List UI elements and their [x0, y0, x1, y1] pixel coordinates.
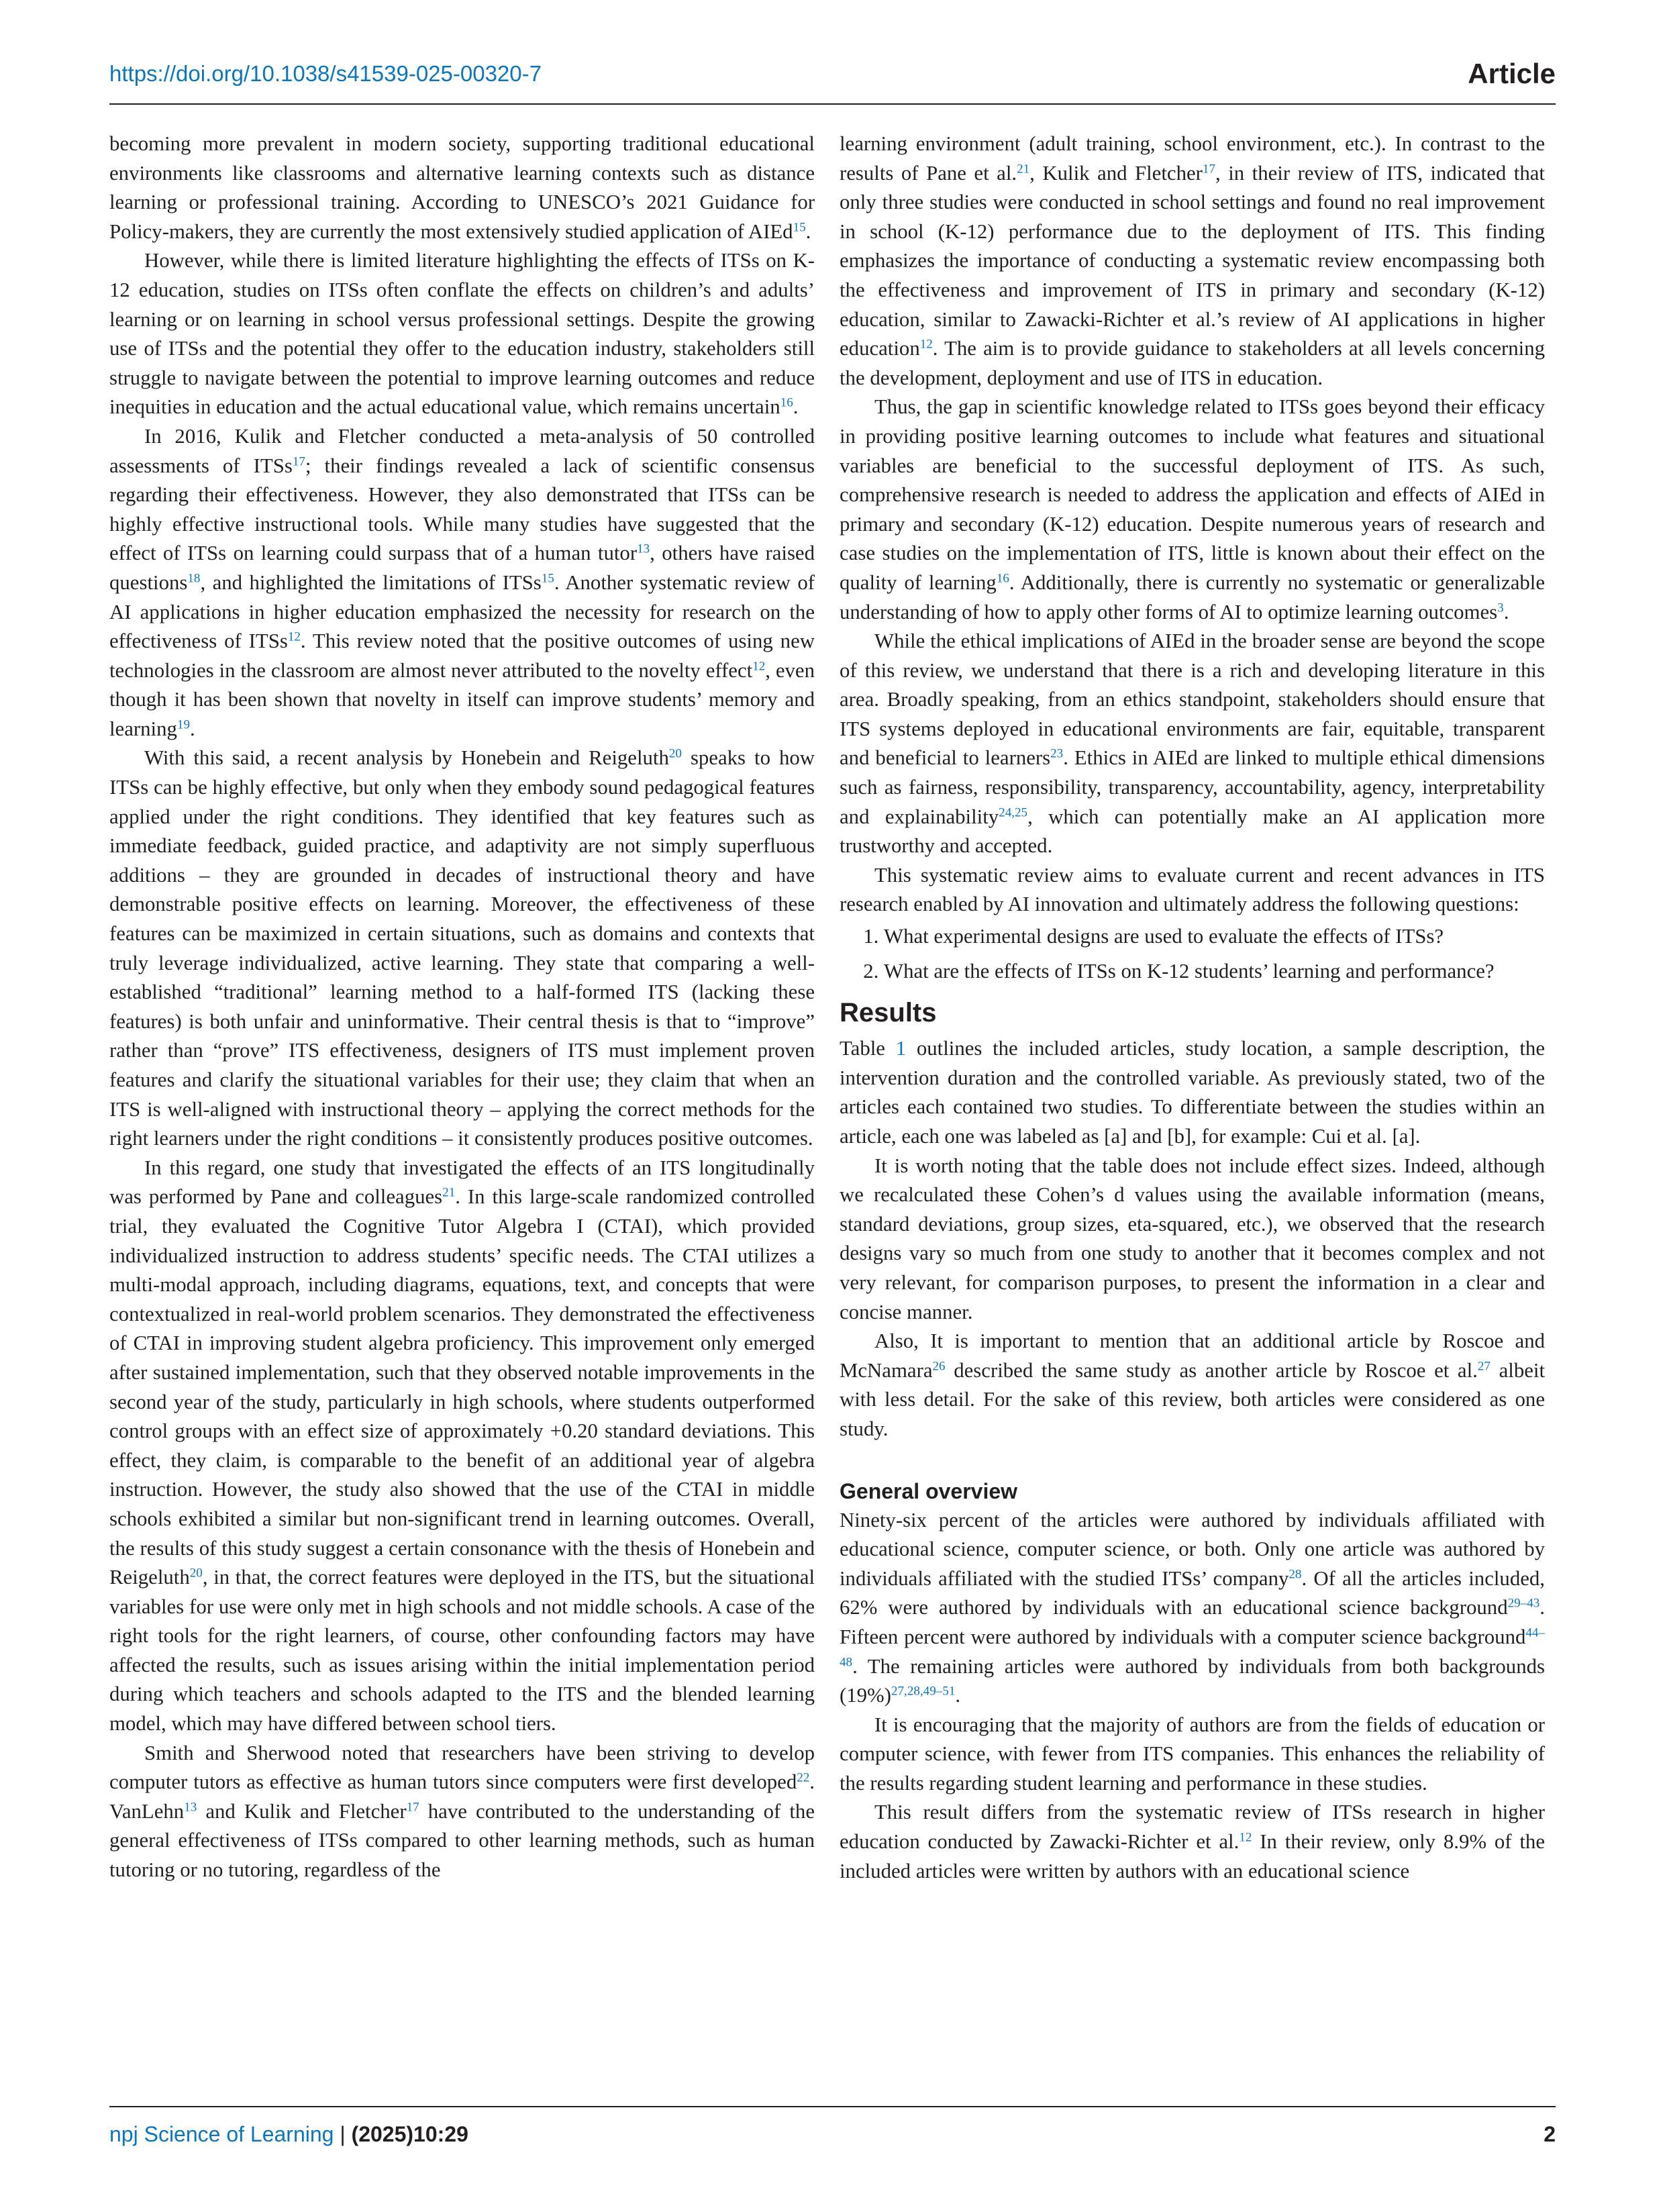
section-heading: Results: [840, 998, 937, 1028]
citation-link[interactable]: 26: [932, 1359, 946, 1374]
paragraph: Smith and Sherwood noted that researchers have been striving to develop computer tutors as effective as human tutors since computers were first developed$^{22}$. VanLehn$^{13}$ and Kulik and Fletcher$^{17}$ have contributed to the understanding of the general effectiveness of ITSs compared to other learning methods, such as human tutoring or no tutoring, regardless of the: [109, 1741, 815, 1882]
paragraph: With this said, a recent analysis by Honebein and Reigeluth$^{20}$ speaks to how ITSs can be highly effective, but only when they embody sound pedagogical features applied under the right conditions. They identified that key features such as immediate feedback, guided practice, and adaptivity are not simply superfluous additions – they are grounded in decades of instructional theory and have demonstrable positive effects on learning. Moreover, the effectiveness of these features can be maximized in certain situations, such as domains and contexts that truly leverage individualized, active learning. They state that comparing a well-established “traditional” learning method to a half-formed ITS (lacking these features) is both unfair and uninformative. Their central thesis is that to “improve” rather than “prove” ITS effectiveness, designers of ITS must implement proven features and clarify the situational variables for their use; they claim that when an ITS is well-aligned with instructional theory – applying the correct methods for the right learners under the right conditions – it consistently produces positive outcomes.: [109, 746, 815, 1150]
citation-link[interactable]: 12: [1239, 1830, 1252, 1845]
page-number: 2: [1544, 2122, 1556, 2146]
paragraph: However, while there is limited literature highlighting the effects of ITSs on K-12 education, studies on ITSs often conflate the effects on children’s and adults’ learning or on learning in school versus professional settings. Despite the growing use of ITSs and the potential they offer to the education industry, stakeholders still struggle to navigate between the potential to improve learning outcomes and reduce inequities in education and the actual educational value, which remains uncertain$^{16}$.: [109, 249, 815, 419]
paragraph: It is worth noting that the table does not include effect sizes. Indeed, although we recalculated these Cohen’s d values using the available information (means, standard deviations, group sizes, eta-squared, etc.), we observed that the research designs vary so much from one study to another that it becomes complex and not very relevant, for comparison purposes, to present the information in a clear and concise manner.: [840, 1154, 1545, 1323]
citation-link[interactable]: 28: [1289, 1567, 1302, 1582]
citation-link[interactable]: 21: [1017, 162, 1030, 177]
citation-link[interactable]: 19: [176, 717, 190, 732]
paragraph: This systematic review aims to evaluate current and recent advances in ITS research enabled by AI innovation and ultimately address the following questions:: [840, 863, 1545, 916]
paragraph: learning environment (adult training, school environment, etc.). In contrast to the results of Pane et al.$^{21}$, Kulik and Fletcher$^{17}$, in their review of ITS, indicated that only three studies were conducted in school settings and found no real improvement in school (K-12) performance due to the deployment of ITS. This finding emphasizes the importance of conducting a systematic review encompassing both the effectiveness and improvement of ITS in primary and secondary (K-12) education, similar to Zawacki-Richter et al.’s review of AI applications in higher education$^{12}$. The aim is to provide guidance to stakeholders at all levels concerning the development, deployment and use of ITS in education.: [840, 132, 1545, 389]
left-column: [109, 130, 815, 1885]
citation-link[interactable]: 12: [919, 337, 933, 352]
citation-link[interactable]: 20: [189, 1566, 203, 1580]
paragraph: It is encouraging that the majority of authors are from the fields of education or computer science, with fewer from ITS companies. This enhances the reliability of the results regarding student learning and performance in these studies.: [840, 1713, 1545, 1795]
citation-link[interactable]: 17: [292, 454, 305, 469]
table-link[interactable]: 1: [895, 1037, 907, 1060]
citation-link[interactable]: 44–48: [840, 1625, 1545, 1669]
paragraph: While the ethical implications of AIEd in the broader sense are beyond the scope of this review, we understand that there is a rich and developing literature in this area. Broadly speaking, from an ethics standpoint, stakeholders should ensure that ITS systems deployed in educational environments are fair, equitable, transparent and beneficial to learners$^{23}$. Ethics in AIEd are linked to multiple ethical dimensions such as fairness, responsibility, transparency, accountability, agency, interpretability and explainability$^{24,25}$, which can potentially make an AI application more trustworthy and accepted.: [840, 630, 1545, 858]
paragraph: In this regard, one study that investigated the effects of an ITS longitudinally was performed by Pane and colleagues$^{21}$. In this large-scale randomized controlled trial, they evaluated the Cognitive Tutor Algebra I (CTAI), which provided individualized instruction to address students’ specific needs. The CTAI utilizes a multi-modal approach, including diagrams, equations, text, and concepts that were contextualized in real-world problem scenarios. They demonstrated the effectiveness of CTAI in improving student algebra proficiency. This improvement only emerged after sustained implementation, such that they observed notable improvements in the second year of the study, particularly in high schools, where students outperformed control groups with an effect size of approximately +0.20 standard deviations. This effect, they claim, is comparable to the benefit of an additional year of algebra instruction. However, the study also showed that the use of the CTAI in middle schools exhibited a similar but non-significant trend in learning outcomes. Overall, the results of this study suggest a certain consonance with the thesis of Honebein and Reigeluth$^{20}$, in that, the correct features were deployed in the ITS, but the situational variables for use were only met in high schools and not middle schools. A case of the right tools for the right learners, of course, other confounding factors may have affected the results, such as issues arising within the initial implementation period during which teachers and schools adapted to the ITS and the blended learning model, which may have differed between school tiers.: [109, 1156, 815, 1736]
paragraph: becoming more prevalent in modern society, supporting traditional educational environments like classrooms and alternative learning contexts such as distance learning or professional training. According to UNESCO’s 2021 Guidance for Policy-makers, they are currently the most extensively studied application of AIEd$^{15}$.: [109, 132, 815, 243]
footer-rule: [109, 2106, 1556, 2107]
citation-link[interactable]: 16: [780, 395, 793, 410]
journal-name-link[interactable]: npj Science of Learning: [109, 2122, 334, 2146]
citation-link[interactable]: 12: [752, 659, 766, 674]
list-item: 1. What experimental designs are used to evaluate the effects of ITSs?: [884, 922, 1545, 952]
issue-info: (2025)10:29: [351, 2122, 468, 2146]
paragraph: Ninety-six percent of the articles were authored by individuals affiliated with educational science, computer science, or both. Only one article was authored by individuals affiliated with the studied ITSs’ company$^{28}$. Of all the articles included, 62% were authored by individuals with an educational science background$^{29-43}$. Fifteen percent were authored by individuals with a computer science background$^{44-48}$. The remaining articles were authored by individuals from both backgrounds $(19\%)^{27,28,49-51}$.: [840, 1508, 1545, 1707]
footer-separator: |: [334, 2122, 352, 2146]
paragraph: In 2016, Kulik and Fletcher conducted a meta-analysis of 50 controlled assessments of ITSs$^{17}$; their findings revealed a lack of scientific consensus regarding their effectiveness. However, they also demonstrated that ITSs can be highly effective instructional tools. While many studies have suggested that the effect of ITSs on learning could surpass that of a human tutor$^{13}$, others have raised questions$^{18}$, and highlighted the limitations of ITSs$^{15}$. Another systematic review of AI applications in higher education emphasized the necessity for research on the effectiveness of ITSs$^{12}$. This review noted that the positive outcomes of using new technologies in the classroom are almost never attributed to the novelty effect$^{12}$, even though it has been shown that novelty in itself can improve students’ memory and learning$^{19}$.: [109, 424, 815, 740]
right-column: [840, 130, 1545, 1886]
research-questions-list: [840, 922, 1545, 986]
paragraph: Table 1 outlines the included articles, study location, a sample description, the intervention duration and the controlled variable. As previously stated, two of the articles each contained two studies. To differentiate between the studies within an article, each one was labeled as [a] and [b], for example: Cui et al. [a].: [840, 1037, 1545, 1148]
citation-link[interactable]: 23: [1050, 746, 1064, 761]
paragraph: Also, It is important to mention that an additional article by Roscoe and McNamara$^{26}$ described the same study as another article by Roscoe et al.$^{27}$ albeit with less detail. For the sake of this review, both articles were considered as one study.: [840, 1329, 1546, 1440]
citation-link[interactable]: 29–43: [1507, 1596, 1540, 1611]
citation-link[interactable]: 17: [1202, 162, 1215, 177]
citation-link[interactable]: 22: [797, 1770, 810, 1785]
citation-link[interactable]: 16: [996, 571, 1009, 586]
citation-link[interactable]: 15: [793, 220, 806, 235]
citation-link[interactable]: 27: [1477, 1359, 1491, 1374]
footer-citation: [109, 2122, 468, 2147]
list-item: 2. What are the effects of ITSs on K-12 students’ learning and performance?: [884, 957, 1545, 987]
citation-link[interactable]: 27,28,49–51: [891, 1684, 956, 1699]
citation-link[interactable]: 24,25: [999, 805, 1028, 820]
citation-link[interactable]: 3: [1497, 601, 1504, 615]
citation-link[interactable]: 13: [637, 542, 650, 556]
doi-link[interactable]: https://doi.org/10.1038/s41539-025-00320-7: [109, 61, 542, 86]
citation-link[interactable]: 17: [406, 1800, 419, 1815]
citation-link[interactable]: 20: [668, 746, 682, 761]
citation-link[interactable]: 18: [187, 571, 201, 586]
paragraph: Thus, the gap in scientific knowledge related to ITSs goes beyond their efficacy in providing positive learning outcomes to include what features and situational variables are beneficial to the successful deployment of ITS. As such, comprehensive research is needed to address the application and effects of AIEd in primary and secondary (K-12) education. Despite numerous years of research and case studies on the implementation of ITS, little is known about their effect on the quality of learning$^{16}$. Additionally, there is currently no systematic or generalizable understanding of how to apply other forms of AI to optimize learning outcomes$^3$.: [840, 395, 1545, 623]
citation-link[interactable]: 21: [442, 1185, 456, 1200]
citation-link[interactable]: 15: [541, 571, 554, 586]
paragraph: This result differs from the systematic review of ITSs research in higher education conducted by Zawacki-Richter et al.$^{12}$ In their review, only 8.9% of the included articles were written by authors with an educational science: [840, 1801, 1545, 1882]
article-type-label: Article: [1468, 58, 1556, 89]
citation-link[interactable]: 13: [184, 1800, 197, 1815]
subsection-heading: General overview: [840, 1478, 1018, 1503]
citation-link[interactable]: 12: [287, 630, 301, 644]
header-rule: [109, 103, 1556, 105]
